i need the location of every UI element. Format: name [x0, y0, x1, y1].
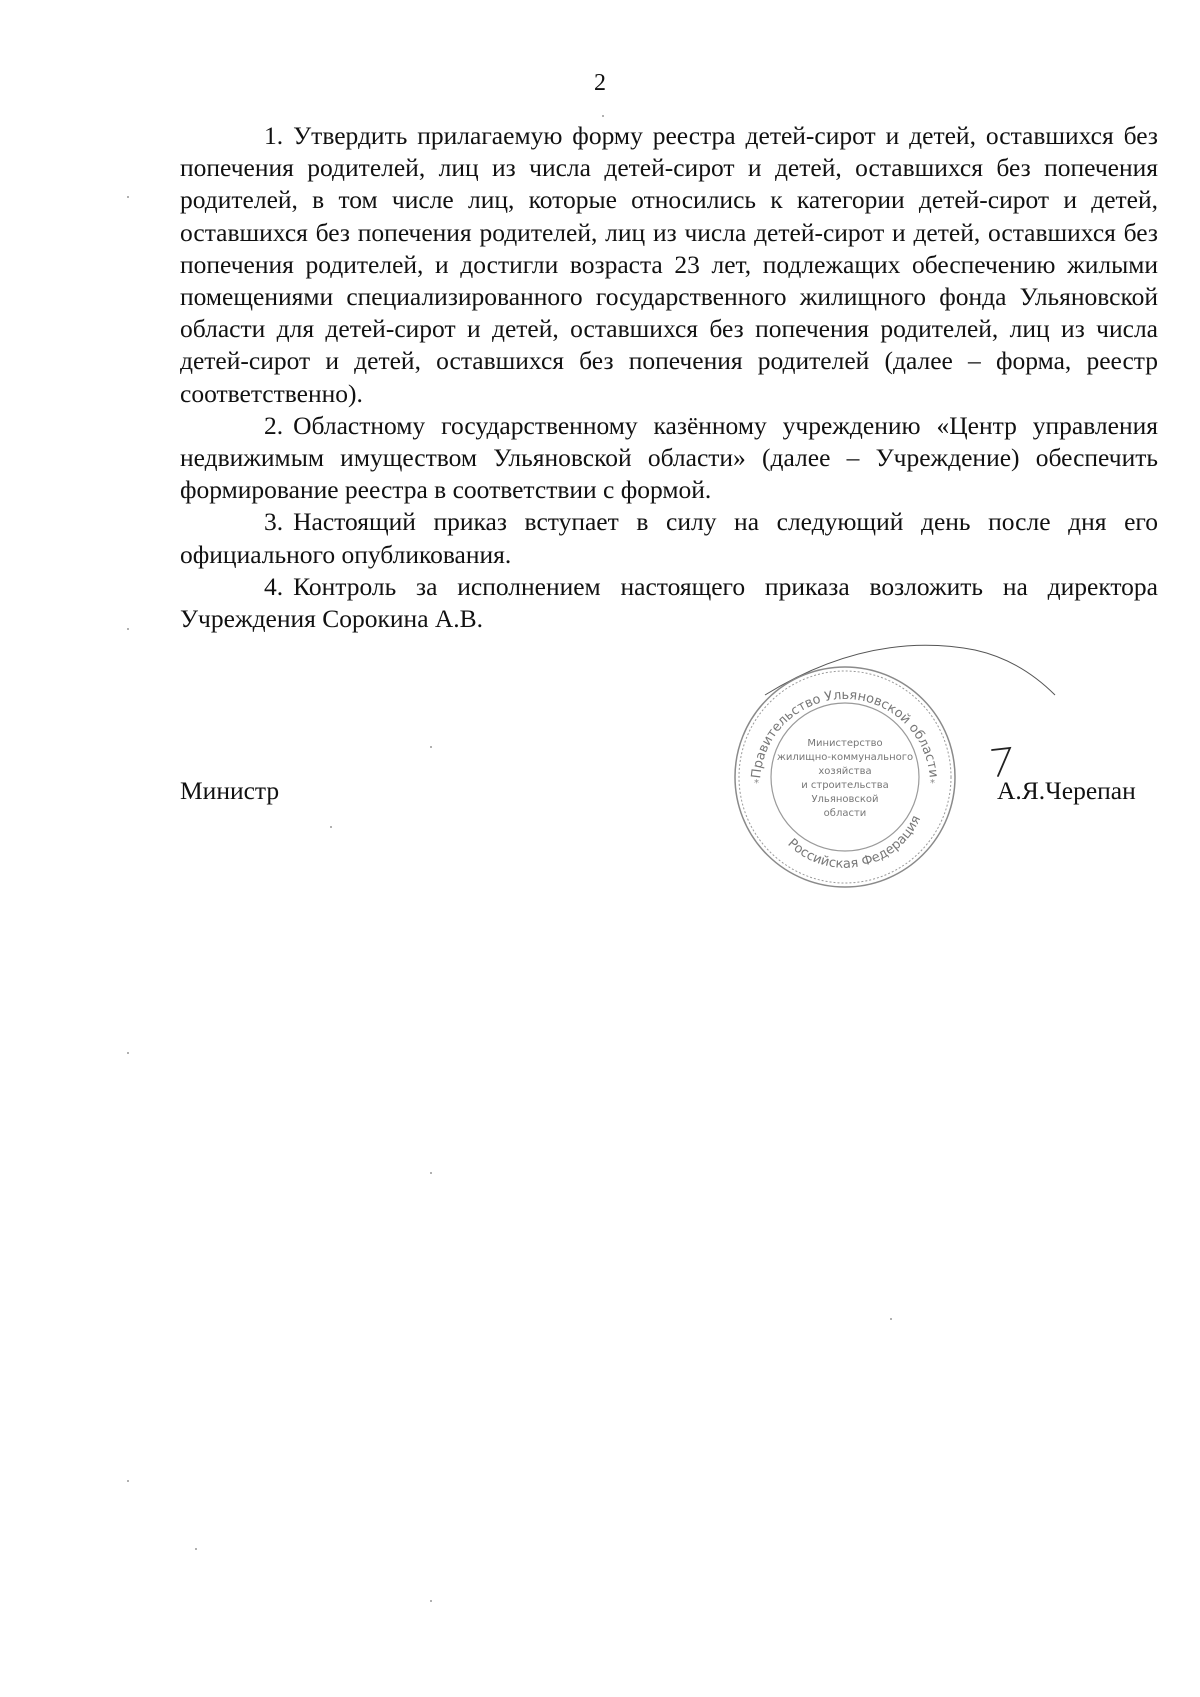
svg-text:*: *: [930, 778, 935, 789]
scan-speck: [430, 746, 432, 748]
paragraph-text: Настоящий приказ вступает в силу на следующий день после дня его официального опубликования.: [180, 507, 1158, 569]
paragraph-2: [180, 410, 1158, 507]
scan-speck: [602, 115, 604, 117]
paragraph-number: 2.: [264, 410, 284, 440]
signatory-name: А.Я.Черепан: [997, 776, 1136, 805]
paragraph-4: [180, 571, 1158, 635]
paragraph-text: Областному государственному казённому учреждению «Центр управления недвижимым имуществом Ульяновской области» (далее – Учреждение) обеспечить формирование реестра в соответствии с формой.: [180, 410, 1158, 505]
svg-text:Министерство: Министерство: [807, 738, 883, 749]
svg-text:*: *: [754, 778, 759, 789]
svg-text:жилищно-коммунального: жилищно-коммунального: [776, 752, 914, 763]
paragraph-text: Утвердить прилагаемую форму реестра детей-сирот и детей, оставшихся без попечения родителей, лиц из числа детей-сирот и детей, оставшихся без попечения родителей, в том числе лиц, которые относились к категории детей-сирот и детей, оставшихся без попечения родителей, лиц из числа детей-сирот и детей, оставшихся без попечения родителей, и достигли возраста 23 лет, подлежащих обеспечению жилыми помещениями специализированного государственного жилищного фонда Ульяновской области для детей-сирот и детей, оставшихся без попечения родителей, лиц из числа детей-сирот и детей, оставшихся без попечения родителей (далее – форма, реестр соответственно).: [180, 121, 1158, 408]
paragraph-number: 3.: [264, 507, 284, 537]
svg-text:и строительства: и строительства: [801, 780, 889, 791]
seal-center-text: [777, 738, 913, 819]
scan-speck: [430, 1600, 432, 1602]
scan-speck: [127, 1480, 129, 1482]
seal-bottom-text: Российская Федерация: [784, 813, 925, 872]
paragraph-1: [180, 120, 1158, 410]
official-seal: [732, 664, 958, 890]
svg-text:области: области: [823, 808, 867, 819]
scan-speck: [430, 1172, 432, 1174]
scan-speck: [127, 628, 129, 630]
svg-text:Ульяновской: Ульяновской: [811, 794, 879, 805]
scan-speck: [195, 1548, 197, 1550]
scan-speck: [127, 196, 129, 198]
scan-speck: [127, 1052, 129, 1054]
paragraph-number: 4.: [264, 571, 284, 601]
scan-speck: [890, 1318, 892, 1320]
page-number: 2: [594, 70, 606, 96]
paragraph-3: [180, 506, 1158, 570]
svg-text:хозяйства: хозяйства: [818, 766, 872, 777]
paragraph-text: Контроль за исполнением настоящего приказа возложить на директора Учреждения Сорокина А.В.: [180, 571, 1158, 634]
paragraph-number: 1.: [264, 121, 284, 150]
scan-speck: [330, 826, 332, 828]
signatory-title: Министр: [180, 776, 280, 805]
document-body: [180, 120, 1158, 635]
handwritten-signature: [988, 740, 1018, 780]
seal-outer-text: Правительство Ульяновской области: [749, 687, 941, 780]
